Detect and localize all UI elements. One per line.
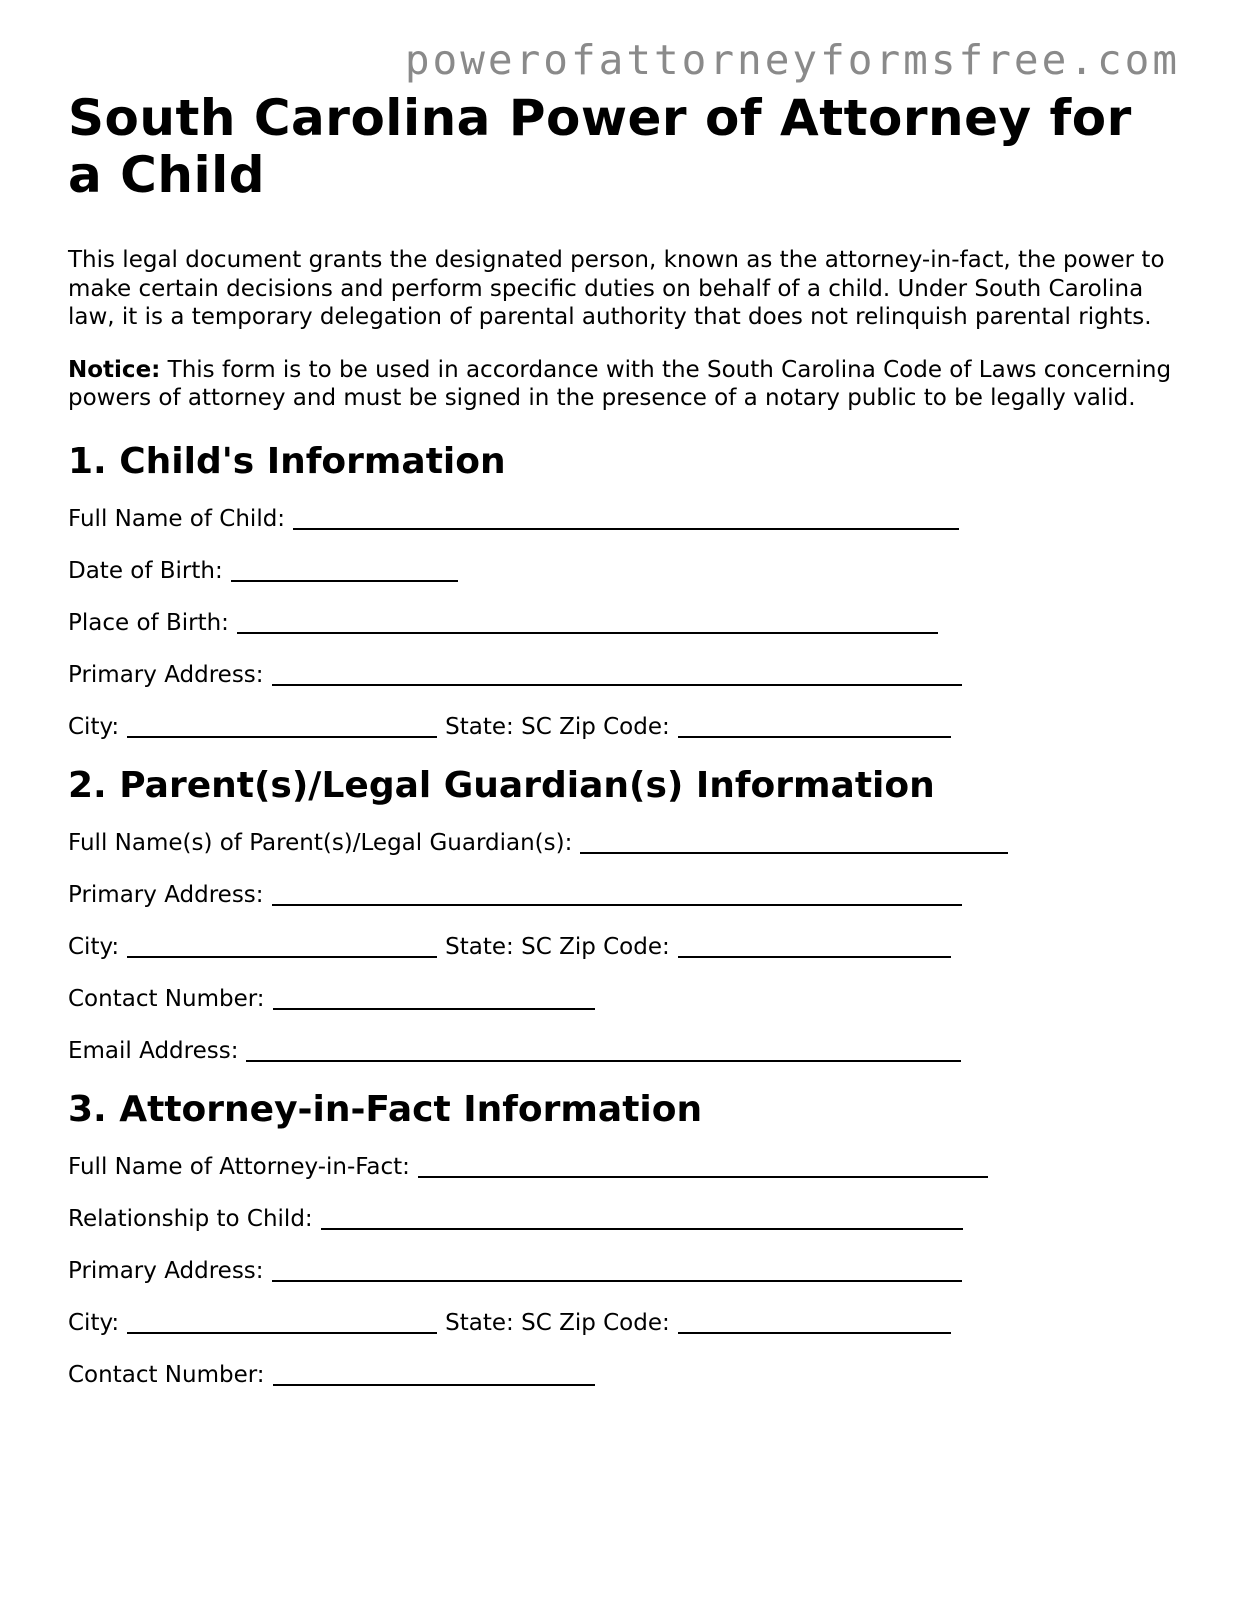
field-label: State: SC Zip Code: [445,713,670,740]
field-label: Email Address: [68,1037,239,1064]
child-full-name-row [68,505,1178,533]
notice-text: This form is to be used in accordance with the South Carolina Code of Laws concerning powers of attorney and must be signed in the presence of a notary public to be legally valid. [68,356,1172,411]
child-full-name-blank[interactable] [293,506,959,530]
parent-contact-row [68,985,1178,1013]
parent-zip-blank[interactable] [678,934,951,958]
field-label: City: [68,1309,120,1336]
child-fields [68,505,1178,741]
attorney-city-blank[interactable] [127,1310,437,1334]
attorney-address-blank[interactable] [272,1258,962,1282]
child-dob-blank[interactable] [231,558,458,582]
attorney-contact-row [68,1361,1178,1389]
section-heading-attorney: 3. Attorney-in-Fact Information [68,1088,703,1130]
field-label: Contact Number: [68,1361,265,1388]
parent-email-blank[interactable] [246,1038,961,1062]
attorney-address-row [68,1257,1178,1285]
parent-address-blank[interactable] [272,882,962,906]
attorney-zip-blank[interactable] [678,1310,951,1334]
attorney-contact-blank[interactable] [273,1362,595,1386]
attorney-name-row [68,1153,1178,1181]
section-heading-parents: 2. Parent(s)/Legal Guardian(s) Information [68,764,935,806]
field-label: Contact Number: [68,985,265,1012]
field-label: Relationship to Child: [68,1205,313,1232]
attorney-relationship-row [68,1205,1178,1233]
watermark-text: powerofattorneyformsfree.com [404,36,1180,84]
attorney-fields [68,1153,1178,1389]
field-label: Primary Address: [68,661,264,688]
parent-address-row [68,881,1178,909]
parent-names-blank[interactable] [580,830,1008,854]
parent-contact-blank[interactable] [273,986,595,1010]
field-label: Date of Birth: [68,557,223,584]
child-city-blank[interactable] [127,714,437,738]
field-label: State: SC Zip Code: [445,1309,670,1336]
attorney-relationship-blank[interactable] [321,1206,963,1230]
field-label: Primary Address: [68,1257,264,1284]
child-address-blank[interactable] [272,662,962,686]
field-label: Full Name of Child: [68,505,286,532]
parent-fields [68,829,1178,1065]
field-label: Place of Birth: [68,609,229,636]
field-label: Full Name of Attorney-in-Fact: [68,1153,410,1180]
child-pob-row [68,609,1178,637]
notice-label: Notice: [68,356,161,383]
parent-city-blank[interactable] [127,934,437,958]
attorney-city-row [68,1309,1178,1337]
parent-city-row [68,933,1178,961]
parent-names-row [68,829,1178,857]
child-address-row [68,661,1178,689]
document-title: South Carolina Power of Attorney for a Child [68,89,1132,204]
child-city-row [68,713,1178,741]
section-heading-child: 1. Child's Information [68,440,506,482]
field-label: Primary Address: [68,881,264,908]
field-label: City: [68,933,120,960]
field-label: Full Name(s) of Parent(s)/Legal Guardian(s): [68,829,573,856]
child-dob-row [68,557,1178,585]
attorney-name-blank[interactable] [418,1154,988,1178]
field-label: City: [68,713,120,740]
document-page [68,90,1178,1413]
parent-email-row [68,1037,1178,1065]
child-zip-blank[interactable] [678,714,951,738]
child-pob-blank[interactable] [237,610,938,634]
field-label: State: SC Zip Code: [445,933,670,960]
notice-paragraph [68,356,1178,413]
intro-paragraph: This legal document grants the designated person, known as the attorney-in-fact, the power to make certain decisions and perform specific duties on behalf of a child. Under South Carolina law, it is a temporary delegation of parental authority that does not relinquish parental rights. [68,247,1165,330]
